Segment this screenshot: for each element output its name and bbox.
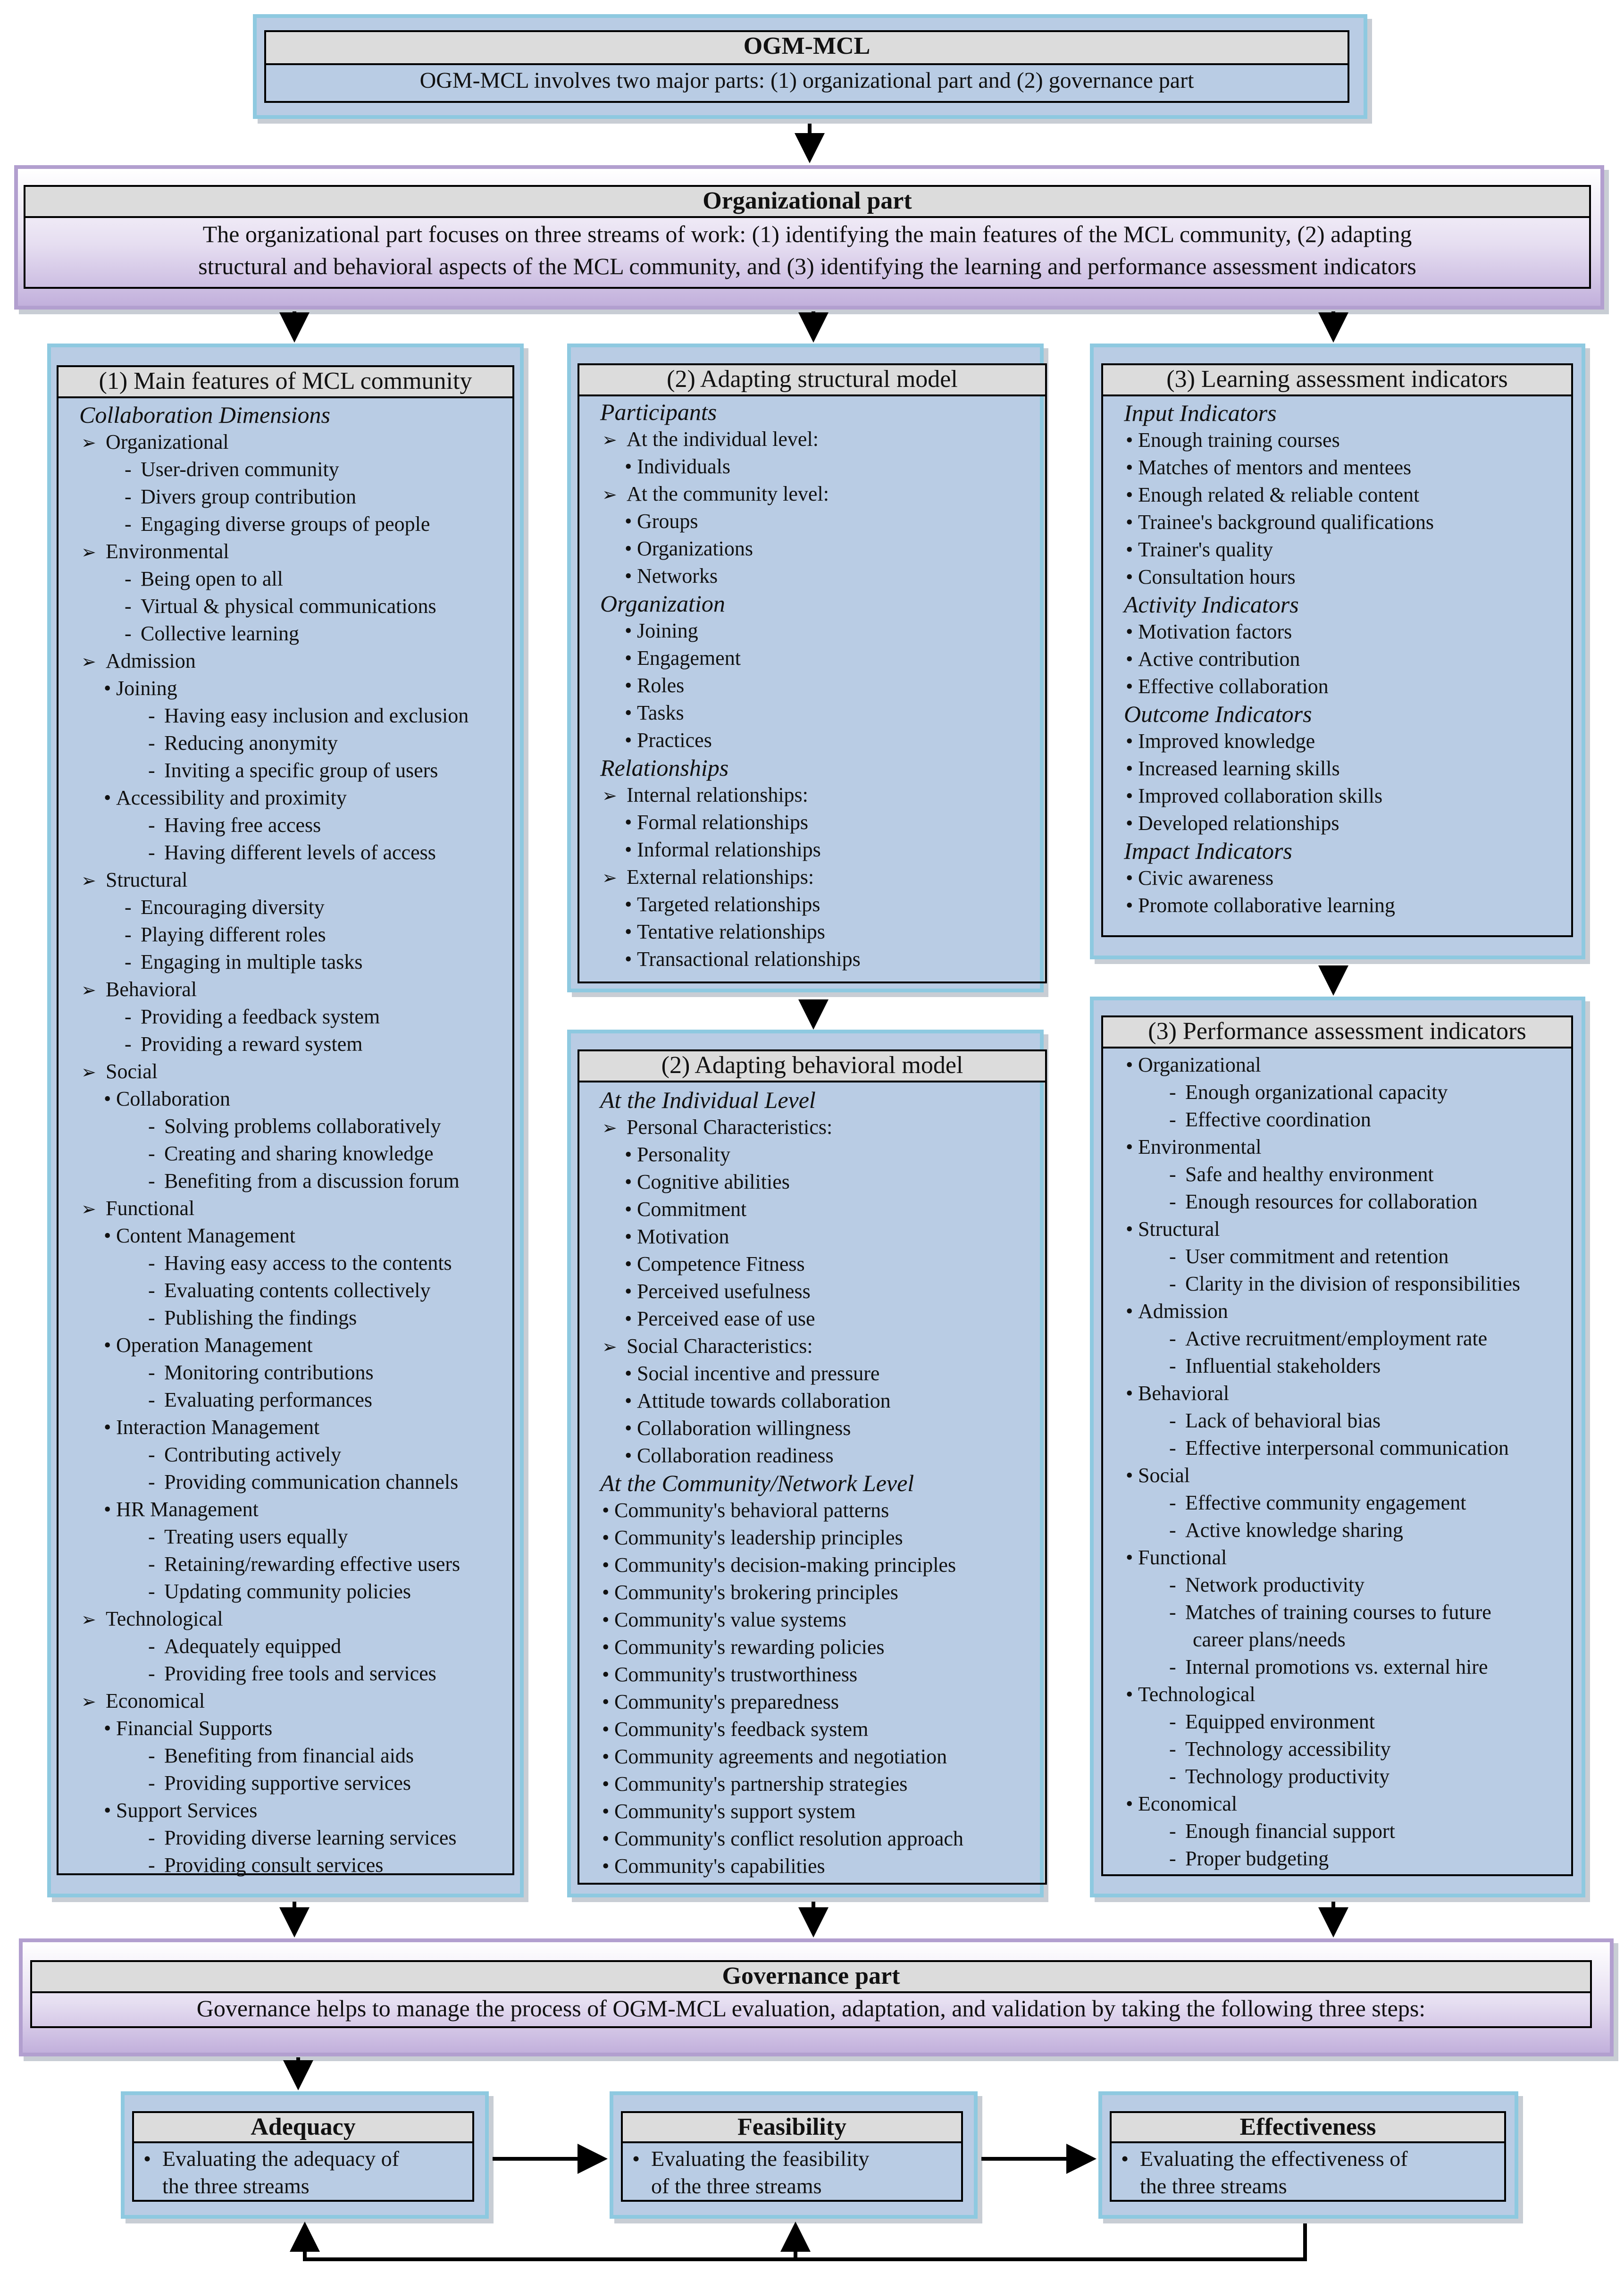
list-item: - Active knowledge sharing	[1122, 1517, 1570, 1544]
list-item: - User commitment and retention	[1122, 1243, 1570, 1270]
section-heading: At the Community/Network Level	[600, 1470, 914, 1496]
list-item: • Community's conflict resolution approach	[598, 1825, 1044, 1853]
bullet-icon: •	[632, 2147, 640, 2171]
list-item: - Having different levels of access	[77, 839, 511, 866]
list-item: • Community agreements and negotiation	[598, 1743, 1044, 1770]
list-item: - Adequately equipped	[77, 1633, 511, 1660]
effectiveness-line-2: the three streams	[1140, 2174, 1287, 2198]
list-item: • Community's support system	[598, 1798, 1044, 1825]
feasibility-title: Feasibility	[621, 2111, 963, 2143]
adequacy-line-2: the three streams	[162, 2174, 310, 2198]
list-item: career plans/needs	[1193, 1628, 1346, 1651]
main-features-title: (1) Main features of MCL community	[57, 365, 514, 398]
list-item: - Providing communication channels	[77, 1468, 511, 1496]
list-item: • Community's brokering principles	[598, 1579, 1044, 1606]
list-item: • Motivation	[598, 1223, 1044, 1250]
list-item: - Internal promotions vs. external hire	[1122, 1653, 1570, 1681]
list-item: - Providing supportive services	[77, 1770, 511, 1797]
governance-part-description: Governance helps to manage the process of OGM-MCL evaluation, adaptation, and validation by taking the following three steps:	[30, 1993, 1592, 2028]
list-item: - Engaging in multiple tasks	[77, 948, 511, 976]
list-item: - Inviting a specific group of users	[77, 757, 511, 784]
list-item: ➢ Personal Characteristics:	[598, 1114, 1044, 1141]
governance-part-title: Governance part	[30, 1960, 1592, 1993]
feedback-loop-line	[305, 2223, 1305, 2259]
list-item: • Tentative relationships	[598, 918, 1044, 946]
list-item: • Enough related & reliable content	[1122, 481, 1570, 509]
list-item: - Influential stakeholders	[1122, 1352, 1570, 1380]
list-item: - Benefiting from a discussion forum	[77, 1167, 511, 1195]
section-heading: Outcome Indicators	[1124, 701, 1312, 727]
list-item: - Benefiting from financial aids	[77, 1742, 511, 1770]
list-item: • Increased learning skills	[1122, 755, 1570, 782]
list-item: • Developed relationships	[1122, 810, 1570, 837]
list-item: - Enough financial support	[1122, 1818, 1570, 1845]
list-item: • Consultation hours	[1122, 563, 1570, 591]
list-item: • Effective collaboration	[1122, 673, 1570, 700]
list-item: - Creating and sharing knowledge	[77, 1140, 511, 1167]
list-item: • Active contribution	[1122, 646, 1570, 673]
bullet-icon: •	[143, 2147, 151, 2171]
list-item: - Evaluating contents collectively	[77, 1277, 511, 1304]
list-item: • Community's trustworthiness	[598, 1661, 1044, 1688]
list-item: - Retaining/rewarding effective users	[77, 1551, 511, 1578]
list-item: - Engaging diverse groups of people	[77, 511, 511, 538]
list-item: • Motivation factors	[1122, 618, 1570, 646]
list-item: ➢ Admission	[77, 647, 511, 675]
list-item: • Cognitive abilities	[598, 1168, 1044, 1196]
list-item: - Virtual & physical communications	[77, 593, 511, 620]
list-item: - Matches of training courses to future	[1122, 1599, 1570, 1626]
list-item: • Financial Supports	[77, 1715, 511, 1742]
list-item: • Structural	[1122, 1216, 1570, 1243]
list-item: • Individuals	[598, 453, 1044, 480]
list-item: • Tasks	[598, 699, 1044, 727]
ogm-mcl-description: OGM-MCL involves two major parts: (1) organizational part and (2) governance part	[264, 65, 1349, 103]
section-heading: Organization	[600, 590, 725, 617]
organizational-part-title: Organizational part	[24, 185, 1591, 218]
list-item: - Evaluating performances	[77, 1386, 511, 1414]
list-item: • Roles	[598, 672, 1044, 699]
section-heading: Activity Indicators	[1124, 591, 1299, 618]
list-item: • Organizational	[1122, 1051, 1570, 1079]
list-item: - Proper budgeting	[1122, 1845, 1570, 1872]
list-item: • Functional	[1122, 1544, 1570, 1571]
list-item: - Lack of behavioral bias	[1122, 1407, 1570, 1434]
list-item: • Accessibility and proximity	[77, 784, 511, 812]
list-item: • Technological	[1122, 1681, 1570, 1708]
section-heading: Participants	[600, 399, 717, 425]
list-item: • Support Services	[77, 1797, 511, 1824]
list-item: • Organizations	[598, 535, 1044, 562]
list-item: - Enough organizational capacity	[1122, 1079, 1570, 1106]
list-item: • Personality	[598, 1141, 1044, 1168]
list-item: • Perceived usefulness	[598, 1278, 1044, 1305]
list-item: - Contributing actively	[77, 1441, 511, 1468]
list-item: • Admission	[1122, 1298, 1570, 1325]
list-item: ➢ At the individual level:	[598, 426, 1044, 453]
list-item: - Effective interpersonal communication	[1122, 1434, 1570, 1462]
list-item: - Active recruitment/employment rate	[1122, 1325, 1570, 1352]
list-item: - Clarity in the division of responsibilities	[1122, 1270, 1570, 1298]
list-item: • Formal relationships	[598, 809, 1044, 836]
list-item: • Collaboration readiness	[598, 1442, 1044, 1469]
list-item: - Collective learning	[77, 620, 511, 647]
list-item: - Network productivity	[1122, 1571, 1570, 1599]
list-item: - Publishing the findings	[77, 1304, 511, 1332]
effectiveness-line-1-text: Evaluating the effectiveness of	[1140, 2147, 1408, 2171]
list-item: • Groups	[598, 508, 1044, 535]
list-item: - Solving problems collaboratively	[77, 1113, 511, 1140]
bullet-icon: •	[1121, 2147, 1129, 2171]
list-item: ➢ Environmental	[77, 538, 511, 565]
adequacy-line-1-text: Evaluating the adequacy of	[162, 2147, 399, 2171]
list-item: ➢ Social Characteristics:	[598, 1333, 1044, 1360]
list-item: • Interaction Management	[77, 1414, 511, 1441]
ogm-mcl-title: OGM-MCL	[264, 30, 1349, 65]
list-item: • Community's decision-making principles	[598, 1552, 1044, 1579]
list-item: • Community's value systems	[598, 1606, 1044, 1634]
list-item: - Having easy inclusion and exclusion	[77, 702, 511, 730]
list-item: - Effective community engagement	[1122, 1489, 1570, 1517]
list-item: • Collaboration	[77, 1085, 511, 1113]
section-heading: Relationships	[600, 755, 729, 781]
list-item: ➢ Functional	[77, 1195, 511, 1222]
list-item: • Improved knowledge	[1122, 728, 1570, 755]
performance-indicators-title: (3) Performance assessment indicators	[1101, 1015, 1573, 1048]
effectiveness-title: Effectiveness	[1110, 2111, 1506, 2143]
list-item: • Joining	[77, 675, 511, 702]
list-item: • Engagement	[598, 645, 1044, 672]
list-item: • Commitment	[598, 1196, 1044, 1223]
list-item: • Community's leadership principles	[598, 1524, 1044, 1552]
list-item: ➢ Social	[77, 1058, 511, 1085]
list-item: - User-driven community	[77, 456, 511, 483]
list-item: ➢ Technological	[77, 1605, 511, 1633]
list-item: • Targeted relationships	[598, 891, 1044, 918]
list-item: - Providing diverse learning services	[77, 1824, 511, 1852]
list-item: - Technology productivity	[1122, 1763, 1570, 1790]
list-item: • Joining	[598, 617, 1044, 645]
list-item: - Providing consult services	[77, 1852, 511, 1879]
list-item: • Operation Management	[77, 1332, 511, 1359]
list-item: • Community's behavioral patterns	[598, 1497, 1044, 1524]
list-item: - Having easy access to the contents	[77, 1250, 511, 1277]
list-item: - Being open to all	[77, 565, 511, 593]
list-item: ➢ Structural	[77, 866, 511, 894]
list-item: • Social	[1122, 1462, 1570, 1489]
list-item: - Technology accessibility	[1122, 1736, 1570, 1763]
organizational-line-1: The organizational part focuses on three streams of work: (1) identifying the main features of the MCL community, (2) adapting	[202, 221, 1412, 247]
list-item: ➢ External relationships:	[598, 864, 1044, 891]
feasibility-line-1-text: Evaluating the feasibility	[651, 2147, 870, 2171]
section-heading: At the Individual Level	[600, 1087, 816, 1113]
list-item: • Environmental	[1122, 1133, 1570, 1161]
list-item: - Divers group contribution	[77, 483, 511, 511]
section-heading: Collaboration Dimensions	[79, 402, 330, 428]
list-item: • Networks	[598, 562, 1044, 590]
list-item: • Community's feedback system	[598, 1716, 1044, 1743]
list-item: - Playing different roles	[77, 921, 511, 948]
list-item: • Content Management	[77, 1222, 511, 1250]
feasibility-line-2: of the three streams	[651, 2174, 822, 2198]
learning-indicators-title: (3) Learning assessment indicators	[1101, 363, 1573, 396]
list-item: • HR Management	[77, 1496, 511, 1523]
list-item: • Transactional relationships	[598, 946, 1044, 973]
list-item: • Matches of mentors and mentees	[1122, 454, 1570, 481]
list-item: • Behavioral	[1122, 1380, 1570, 1407]
list-item: - Equipped environment	[1122, 1708, 1570, 1736]
list-item: - Providing a feedback system	[77, 1003, 511, 1031]
list-item: • Community's partnership strategies	[598, 1770, 1044, 1798]
list-item: - Updating community policies	[77, 1578, 511, 1605]
list-item: • Trainer's quality	[1122, 536, 1570, 563]
list-item: - Encouraging diversity	[77, 894, 511, 921]
list-item: - Having free access	[77, 812, 511, 839]
list-item: • Enough training courses	[1122, 427, 1570, 454]
list-item: - Providing free tools and services	[77, 1660, 511, 1687]
structural-model-title: (2) Adapting structural model	[578, 363, 1047, 396]
organizational-line-2: structural and behavioral aspects of the MCL community, and (3) identifying the learning and performance assessment indicators	[198, 253, 1416, 279]
list-item: - Safe and healthy environment	[1122, 1161, 1570, 1188]
list-item: • Perceived ease of use	[598, 1305, 1044, 1333]
list-item: • Economical	[1122, 1790, 1570, 1818]
list-item: • Promote collaborative learning	[1122, 892, 1570, 919]
list-item: ➢ Internal relationships:	[598, 781, 1044, 809]
behavioral-model-title: (2) Adapting behavioral model	[578, 1049, 1047, 1082]
list-item: - Providing a reward system	[77, 1031, 511, 1058]
list-item: ➢ At the community level:	[598, 480, 1044, 508]
list-item: - Monitoring contributions	[77, 1359, 511, 1386]
list-item: • Attitude towards collaboration	[598, 1387, 1044, 1415]
list-item: - Effective coordination	[1122, 1106, 1570, 1133]
list-item: • Competence Fitness	[598, 1250, 1044, 1278]
list-item: • Trainee's background qualifications	[1122, 509, 1570, 536]
list-item: • Community's preparedness	[598, 1688, 1044, 1716]
list-item: - Enough resources for collaboration	[1122, 1188, 1570, 1216]
adequacy-title: Adequacy	[132, 2111, 474, 2143]
list-item: ➢ Organizational	[77, 428, 511, 456]
list-item: - Reducing anonymity	[77, 730, 511, 757]
list-item: • Informal relationships	[598, 836, 1044, 864]
list-item: • Community's rewarding policies	[598, 1634, 1044, 1661]
list-item: • Collaboration willingness	[598, 1415, 1044, 1442]
list-item: • Community's capabilities	[598, 1853, 1044, 1880]
list-item: ➢ Economical	[77, 1687, 511, 1715]
section-heading: Input Indicators	[1124, 400, 1277, 426]
list-item: • Civic awareness	[1122, 864, 1570, 892]
list-item: - Treating users equally	[77, 1523, 511, 1551]
list-item: • Practices	[598, 727, 1044, 754]
list-item: • Social incentive and pressure	[598, 1360, 1044, 1387]
list-item: • Improved collaboration skills	[1122, 782, 1570, 810]
list-item: ➢ Behavioral	[77, 976, 511, 1003]
section-heading: Impact Indicators	[1124, 838, 1292, 864]
